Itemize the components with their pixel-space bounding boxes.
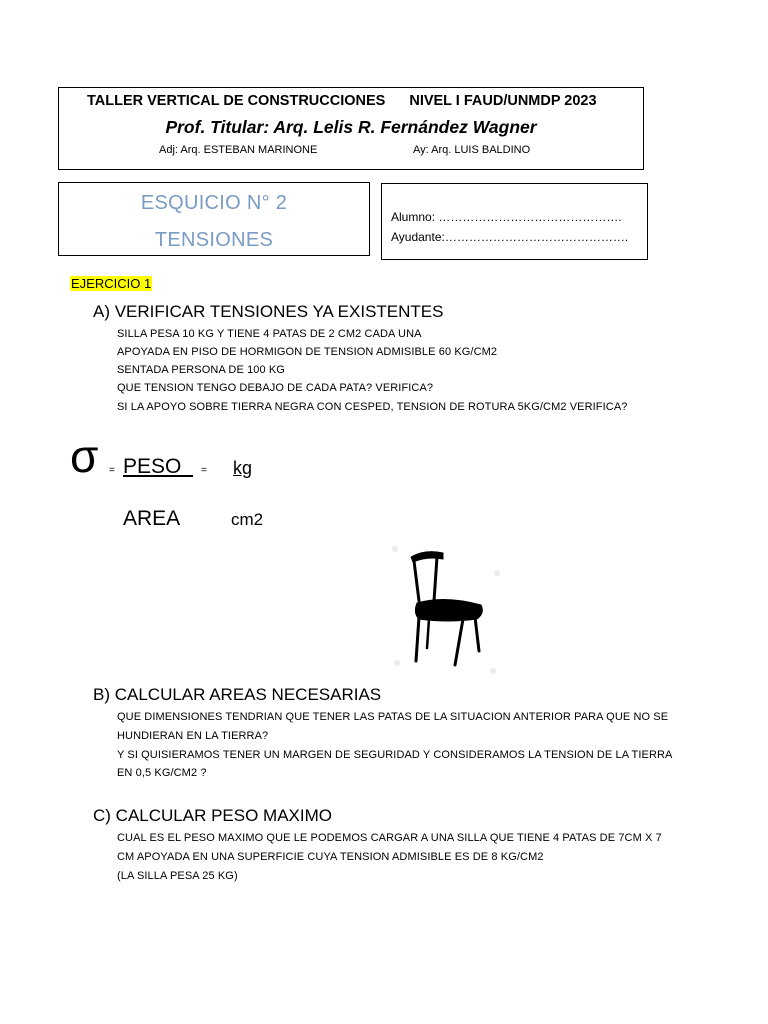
section-c-line: CM APOYADA EN UNA SUPERFICIE CUYA TENSION ADMISIBLE ES DE 8 KG/CM2 <box>117 851 544 863</box>
formula-denominator: AREA <box>123 507 181 530</box>
taller-name: TALLER VERTICAL DE CONSTRUCCIONES <box>87 93 386 109</box>
section-b-line: HUNDIERAN EN LA TIERRA? <box>117 730 269 742</box>
ayudante-name: Ay: Arq. LUIS BALDINO <box>413 144 531 156</box>
adjunto-name: Adj: Arq. ESTEBAN MARINONE <box>159 144 318 156</box>
professor-name: Prof. Titular: Arq. Lelis R. Fernández Wagner <box>165 117 537 137</box>
section-a-line: QUE TENSION TENGO DEBAJO DE CADA PATA? VERIFICA? <box>117 382 434 394</box>
section-b-line: EN 0,5 KG/CM2 ? <box>117 767 207 779</box>
section-a-line: APOYADA EN PISO DE HORMIGON DE TENSION ADMISIBLE 60 KG/CM2 <box>117 346 498 358</box>
ejercicio-label: EJERCICIO 1 <box>71 276 152 291</box>
chair-illustration <box>385 543 510 678</box>
ayudante-field: Ayudante:………………………………………. <box>391 230 629 244</box>
section-b-heading: B) CALCULAR AREAS NECESARIAS <box>93 685 382 704</box>
nivel-label: NIVEL I FAUD/UNMDP 2023 <box>409 93 597 109</box>
section-c-line: CUAL ES EL PESO MAXIMO QUE LE PODEMOS CARGAR A UNA SILLA QUE TIENE 4 PATAS DE 7CM X 7 <box>117 832 662 844</box>
section-c-line: (LA SILLA PESA 25 KG) <box>117 870 238 882</box>
course-title-line <box>87 93 597 109</box>
section-c-heading: C) CALCULAR PESO MAXIMO <box>93 806 332 825</box>
course-header <box>58 87 644 170</box>
alumno-field: Alumno: ………………………………………. <box>391 210 622 224</box>
equals-sign: = <box>109 465 115 476</box>
section-b-line: Y SI QUISIERAMOS TENER UN MARGEN DE SEGURIDAD Y CONSIDERAMOS LA TENSION DE LA TIERRA <box>117 749 673 761</box>
section-b-line: QUE DIMENSIONES TENDRIAN QUE TENER LAS PATAS DE LA SITUACION ANTERIOR PARA QUE NO SE <box>117 711 669 723</box>
section-a-heading: A) VERIFICAR TENSIONES YA EXISTENTES <box>93 302 444 321</box>
sigma-symbol: σ <box>70 430 99 482</box>
unit-numerator: kg <box>233 458 253 478</box>
esquicio-subtitle: TENSIONES <box>154 229 274 251</box>
section-a-line: SI LA APOYO SOBRE TIERRA NEGRA CON CESPED, TENSION DE ROTURA 5KG/CM2 VERIFICA? <box>117 401 628 413</box>
unit-denominator: cm2 <box>231 510 264 529</box>
esquicio-box <box>58 182 370 256</box>
section-a-line: SILLA PESA 10 KG Y TIENE 4 PATAS DE 2 CM2 CADA UNA <box>117 328 422 340</box>
esquicio-title: ESQUICIO N° 2 <box>140 192 288 214</box>
formula-numerator: PESO <box>123 455 194 478</box>
student-box <box>381 183 648 260</box>
section-a-line: SENTADA PERSONA DE 100 KG <box>117 364 285 376</box>
equals-sign: = <box>201 465 207 476</box>
